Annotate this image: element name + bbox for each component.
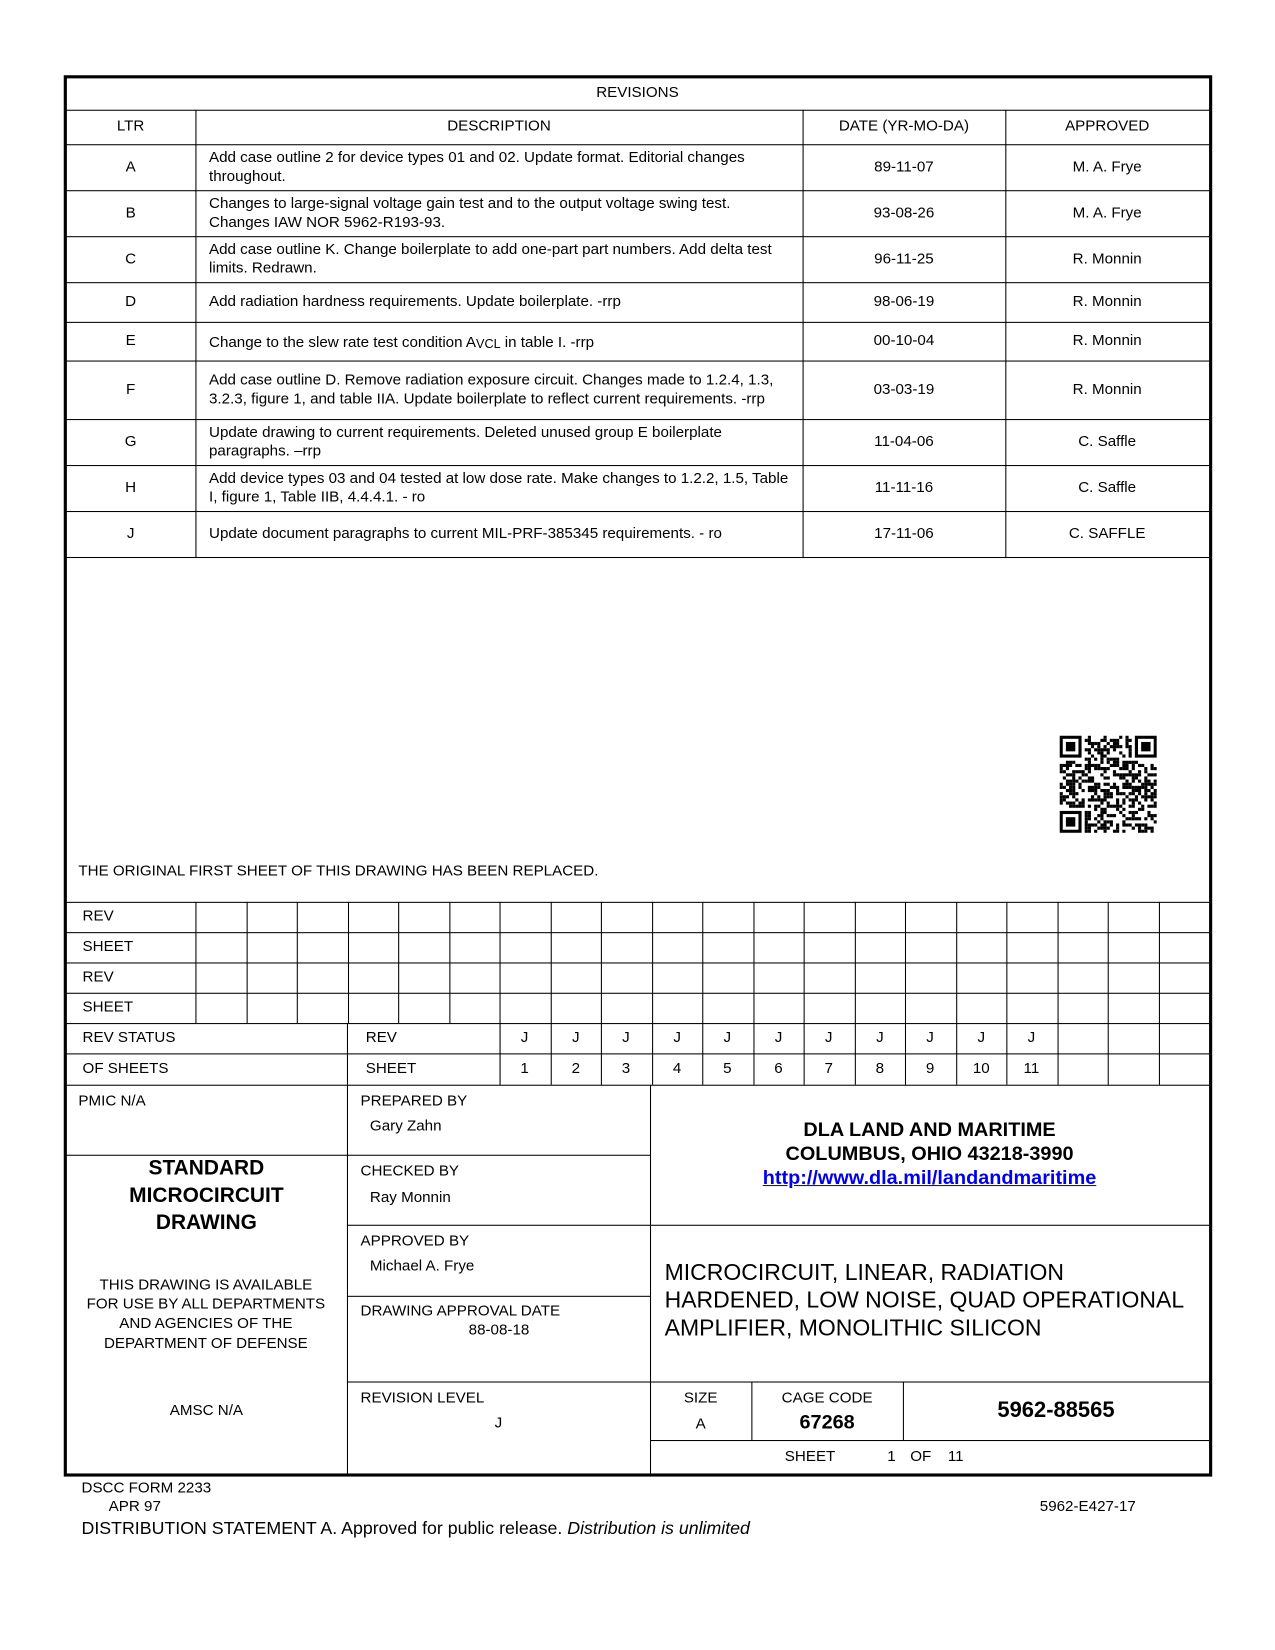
prepared-label: PREPARED BY: [360, 1093, 468, 1110]
grid-cell-border: [652, 902, 653, 932]
revision-description: Add radiation hardness requirements. Update boilerplate. -rrp: [208, 293, 621, 311]
grid-cell-border: [702, 993, 703, 1023]
grid-cell-border: [551, 962, 552, 992]
grid-cell-border: [1159, 993, 1160, 1023]
rev-status-value: J: [876, 1029, 884, 1047]
rev-status-value: J: [774, 1029, 783, 1047]
grid-cell-border: [1159, 962, 1160, 992]
header-approved: APPROVED: [1065, 118, 1150, 136]
form-date: APR 97: [108, 1498, 161, 1516]
row-divider: [66, 557, 1209, 558]
sheet-label: SHEET: [365, 1060, 417, 1078]
approved-by: Michael A. Frye: [369, 1258, 475, 1275]
sheet-total: 11: [947, 1448, 964, 1466]
grid-cell-border: [753, 902, 754, 932]
revision-ltr: E: [125, 332, 136, 350]
rev-status-value: J: [824, 1029, 833, 1047]
grid-cell-border: [601, 993, 602, 1023]
revision-approved: M. A. Frye: [1072, 158, 1142, 176]
grid-cell-border: [956, 932, 957, 962]
sheet-number: 1: [887, 1448, 896, 1466]
grid-cell-border: [1108, 993, 1109, 1023]
sheet-number-value: 5: [723, 1060, 732, 1078]
grid-cell-border: [601, 962, 602, 992]
availability-statement: THIS DRAWING IS AVAILABLE FOR USE BY ALL DEPARTMENTS AND AGENCIES OF THE DEPARTMENT OF DEFENSE: [86, 1276, 326, 1352]
drawing-title: MICROCIRCUIT, LINEAR, RADIATION HARDENED, LOW NOISE, QUAD OPERATIONAL AMPLIFIER, MONOLITHIC SILICON: [664, 1259, 1184, 1341]
form-number: DSCC FORM 2233: [81, 1479, 212, 1497]
revision-date: 03-03-19: [873, 381, 935, 399]
org-address: COLUMBUS, OHIO 43218-3990: [785, 1143, 1074, 1166]
document-number: 5962-88565: [997, 1398, 1115, 1423]
revision-description: Add case outline K. Change boilerplate to add one-part part numbers. Add delta test limits. Redrawn.: [208, 241, 772, 277]
grid-cell-border: [1108, 932, 1109, 962]
desc-tail: in table I. -rrp: [500, 334, 595, 351]
grid-cell-border: [247, 993, 248, 1023]
grid-cell-border: [702, 902, 703, 932]
qr-code: [1060, 736, 1157, 833]
grid-cell-border: [195, 993, 196, 1023]
revision-approved: R. Monnin: [1072, 250, 1142, 268]
revision-ltr: D: [125, 293, 137, 311]
approval-date-label: DRAWING APPROVAL DATE: [360, 1303, 561, 1320]
grid-cell-border: [500, 932, 501, 962]
approval-date: 88-08-18: [468, 1321, 530, 1339]
grid-cell-border: [551, 993, 552, 1023]
grid-row-label: SHEET: [82, 999, 134, 1017]
revision-ltr: J: [126, 525, 135, 543]
grid-cell-border: [1108, 1023, 1109, 1085]
grid-cell-border: [753, 932, 754, 962]
revision-ltr: H: [125, 479, 137, 497]
grid-cell-border: [348, 993, 349, 1023]
sheet-number-value: 8: [875, 1060, 885, 1078]
grid-cell-border: [804, 962, 805, 992]
grid-cell-border: [804, 902, 805, 932]
grid-line: [66, 932, 1209, 933]
org-name: DLA LAND AND MARITIME: [803, 1119, 1056, 1142]
grid-cell-border: [652, 932, 653, 962]
checked-by: Ray Monnin: [369, 1189, 451, 1206]
size-label: SIZE: [683, 1389, 718, 1407]
grid-row-label: REV: [82, 969, 114, 986]
grid-cell-border: [500, 962, 501, 992]
grid-cell-border: [956, 902, 957, 932]
sheet-number-value: 1: [520, 1060, 529, 1078]
revision-ltr: F: [125, 381, 136, 399]
grid-cell-border: [1058, 902, 1059, 932]
grid-line: [66, 902, 1209, 903]
grid-cell-border: [247, 932, 248, 962]
revision-description: [209, 322, 789, 361]
rev-status-value: J: [673, 1029, 681, 1047]
grid-cell-border: [905, 902, 906, 932]
grid-cell-border: [1058, 1023, 1059, 1085]
sheet-number-value: 3: [621, 1060, 631, 1078]
grid-cell-border: [398, 902, 399, 932]
grid-cell-border: [1006, 932, 1007, 962]
revision-ltr: B: [125, 204, 136, 222]
grid-cell-border: [1159, 932, 1160, 962]
checked-label: CHECKED BY: [360, 1163, 460, 1180]
grid-cell-border: [1058, 962, 1059, 992]
grid-cell-border: [1006, 993, 1007, 1023]
grid-cell-border: [297, 902, 298, 932]
rev-status-value: J: [1027, 1029, 1036, 1047]
grid-cell-border: [1159, 902, 1160, 932]
grid-cell-border: [449, 993, 450, 1023]
revision-approved: R. Monnin: [1072, 293, 1142, 311]
header-description: DESCRIPTION: [447, 118, 551, 136]
revision-date: 98-06-19: [873, 293, 935, 311]
grid-line: [66, 993, 1209, 994]
rev-status-value: J: [977, 1029, 986, 1047]
revision-date: 96-11-25: [874, 250, 934, 268]
revision-date: 11-11-16: [874, 479, 934, 497]
rev-status-value: J: [572, 1029, 580, 1047]
grid-cell-border: [1006, 902, 1007, 932]
grid-cell-border: [195, 962, 196, 992]
org-url-link[interactable]: http://www.dla.mil/landandmaritime: [762, 1167, 1097, 1190]
sheet-number-value: 11: [1023, 1060, 1040, 1078]
rev-status-value: J: [926, 1029, 934, 1047]
revision-level-label: REVISION LEVEL: [360, 1389, 485, 1407]
grid-cell-border: [601, 902, 602, 932]
grid-cell-border: [297, 962, 298, 992]
grid-cell-border: [753, 962, 754, 992]
rev-status-value: J: [520, 1029, 529, 1047]
sheet-label: SHEET: [784, 1448, 836, 1466]
org-url-wrap: [650, 1167, 1209, 1190]
revision-level: J: [494, 1414, 503, 1432]
grid-cell-border: [905, 932, 906, 962]
grid-cell-border: [449, 902, 450, 932]
header-ltr: LTR: [116, 118, 145, 136]
grid-cell-border: [702, 962, 703, 992]
rev-label: REV: [365, 1029, 397, 1047]
revisions-title: REVISIONS: [596, 85, 679, 102]
grid-cell-border: [348, 902, 349, 932]
sheet-number-value: 6: [774, 1060, 783, 1078]
prepared-by: Gary Zahn: [369, 1118, 442, 1135]
revision-ltr: A: [125, 158, 136, 176]
grid-cell-border: [753, 993, 754, 1023]
distribution-italic: Distribution is unlimited: [567, 1518, 750, 1539]
revision-description: Update drawing to current requirements. Deleted unused group E boilerplate paragraphs. –rrp: [208, 424, 722, 460]
rev-status-value: J: [723, 1029, 732, 1047]
pmic: PMIC N/A: [78, 1093, 146, 1110]
grid-cell-border: [652, 993, 653, 1023]
revision-ltr: C: [125, 250, 137, 268]
grid-cell-border: [702, 932, 703, 962]
cage-code: 67268: [799, 1411, 855, 1434]
grid-cell-border: [1108, 962, 1109, 992]
revision-date: 93-08-26: [873, 204, 935, 222]
revision-approved: C. Saffle: [1078, 433, 1137, 451]
grid-cell-border: [855, 962, 856, 992]
grid-cell-border: [449, 932, 450, 962]
revision-approved: R. Monnin: [1072, 332, 1142, 350]
grid-cell-border: [297, 993, 298, 1023]
grid-row-label: SHEET: [82, 938, 134, 956]
revision-approved: C. SAFFLE: [1068, 525, 1146, 543]
grid-cell-border: [195, 932, 196, 962]
grid-cell-border: [1058, 993, 1059, 1023]
amsc: AMSC N/A: [169, 1402, 244, 1420]
cage-label: CAGE CODE: [781, 1389, 873, 1407]
grid-cell-border: [956, 962, 957, 992]
grid-cell-border: [855, 993, 856, 1023]
revision-ltr: G: [124, 433, 137, 451]
grid-cell-border: [804, 932, 805, 962]
sheet-number-value: 10: [972, 1060, 990, 1078]
grid-cell-border: [804, 993, 805, 1023]
distribution-statement: [82, 1517, 750, 1540]
grid-cell-border: [348, 962, 349, 992]
revision-description: Changes to large-signal voltage gain test and to the output voltage swing test. Changes IAW NOR 5962-R193-93.: [208, 195, 731, 231]
grid-cell-border: [500, 902, 501, 932]
grid-row-label: REV: [82, 908, 114, 926]
revision-description: Add case outline D. Remove radiation exposure circuit. Changes made to 1.2.4, 1.3, 3.2.3, figure 1, and table IIA. Update boilerplate to reflect current requirements. -rrp: [208, 371, 774, 408]
desc-subscript: VCL: [476, 336, 501, 352]
grid-cell-border: [855, 902, 856, 932]
grid-cell-border: [905, 993, 906, 1023]
grid-cell-border: [905, 962, 906, 992]
grid-cell-border: [195, 902, 196, 932]
sheet-of-label: OF: [910, 1448, 932, 1466]
sheet-number-value: 2: [571, 1060, 581, 1078]
rev-status-label: REV STATUS: [82, 1029, 176, 1047]
grid-cell-border: [398, 932, 399, 962]
grid-cell-border: [956, 993, 957, 1023]
revision-date: 17-11-06: [874, 525, 934, 543]
revision-approved: M. A. Frye: [1072, 204, 1142, 222]
approved-label: APPROVED BY: [360, 1233, 470, 1250]
revision-description: Add device types 03 and 04 tested at low dose rate. Make changes to 1.2.2, 1.5, Table I, figure 1, Table IIB, 4.4.4.1. - ro: [208, 470, 789, 506]
revision-approved: C. Saffle: [1078, 479, 1137, 497]
replaced-note: THE ORIGINAL FIRST SHEET OF THIS DRAWING HAS BEEN REPLACED.: [78, 863, 599, 880]
grid-cell-border: [398, 962, 399, 992]
grid-cell-border: [1108, 902, 1109, 932]
revision-date: 89-11-07: [874, 158, 934, 176]
rev-status-value: J: [622, 1029, 630, 1047]
grid-cell-border: [551, 932, 552, 962]
sheet-number-value: 7: [824, 1060, 833, 1078]
grid-cell-border: [398, 993, 399, 1023]
grid-cell-border: [348, 932, 349, 962]
grid-cell-border: [449, 962, 450, 992]
grid-cell-border: [1058, 932, 1059, 962]
of-sheets-label: OF SHEETS: [82, 1060, 169, 1078]
grid-cell-border: [551, 902, 552, 932]
doc-code: 5962-E427-17: [1039, 1498, 1136, 1516]
grid-cell-border: [247, 962, 248, 992]
revision-approved: R. Monnin: [1072, 381, 1142, 399]
grid-cell-border: [297, 932, 298, 962]
revision-date: 11-04-06: [874, 433, 934, 451]
grid-cell-border: [652, 962, 653, 992]
revision-description: Add case outline 2 for device types 01 and 02. Update format. Editorial changes throughout.: [208, 149, 745, 185]
desc-text: Change to the slew rate test condition A: [208, 334, 477, 351]
grid-cell-border: [247, 902, 248, 932]
revision-date: 00-10-04: [873, 332, 935, 350]
standard-drawing-title: STANDARD MICROCIRCUIT DRAWING: [129, 1156, 284, 1235]
grid-line: [66, 962, 1209, 963]
sheet-number-value: 4: [672, 1060, 682, 1078]
grid-cell-border: [347, 1023, 348, 1085]
sheet-number-value: 9: [925, 1060, 935, 1078]
grid-cell-border: [500, 993, 501, 1023]
header-date: DATE (YR-MO-DA): [838, 118, 970, 136]
revision-description: Update document paragraphs to current MIL-PRF-385345 requirements. - ro: [208, 525, 722, 543]
grid-cell-border: [855, 932, 856, 962]
size-value: A: [695, 1415, 706, 1433]
distribution-text: DISTRIBUTION STATEMENT A. Approved for public release.: [81, 1518, 563, 1539]
grid-cell-border: [1159, 1023, 1160, 1085]
grid-cell-border: [601, 932, 602, 962]
grid-cell-border: [1006, 962, 1007, 992]
